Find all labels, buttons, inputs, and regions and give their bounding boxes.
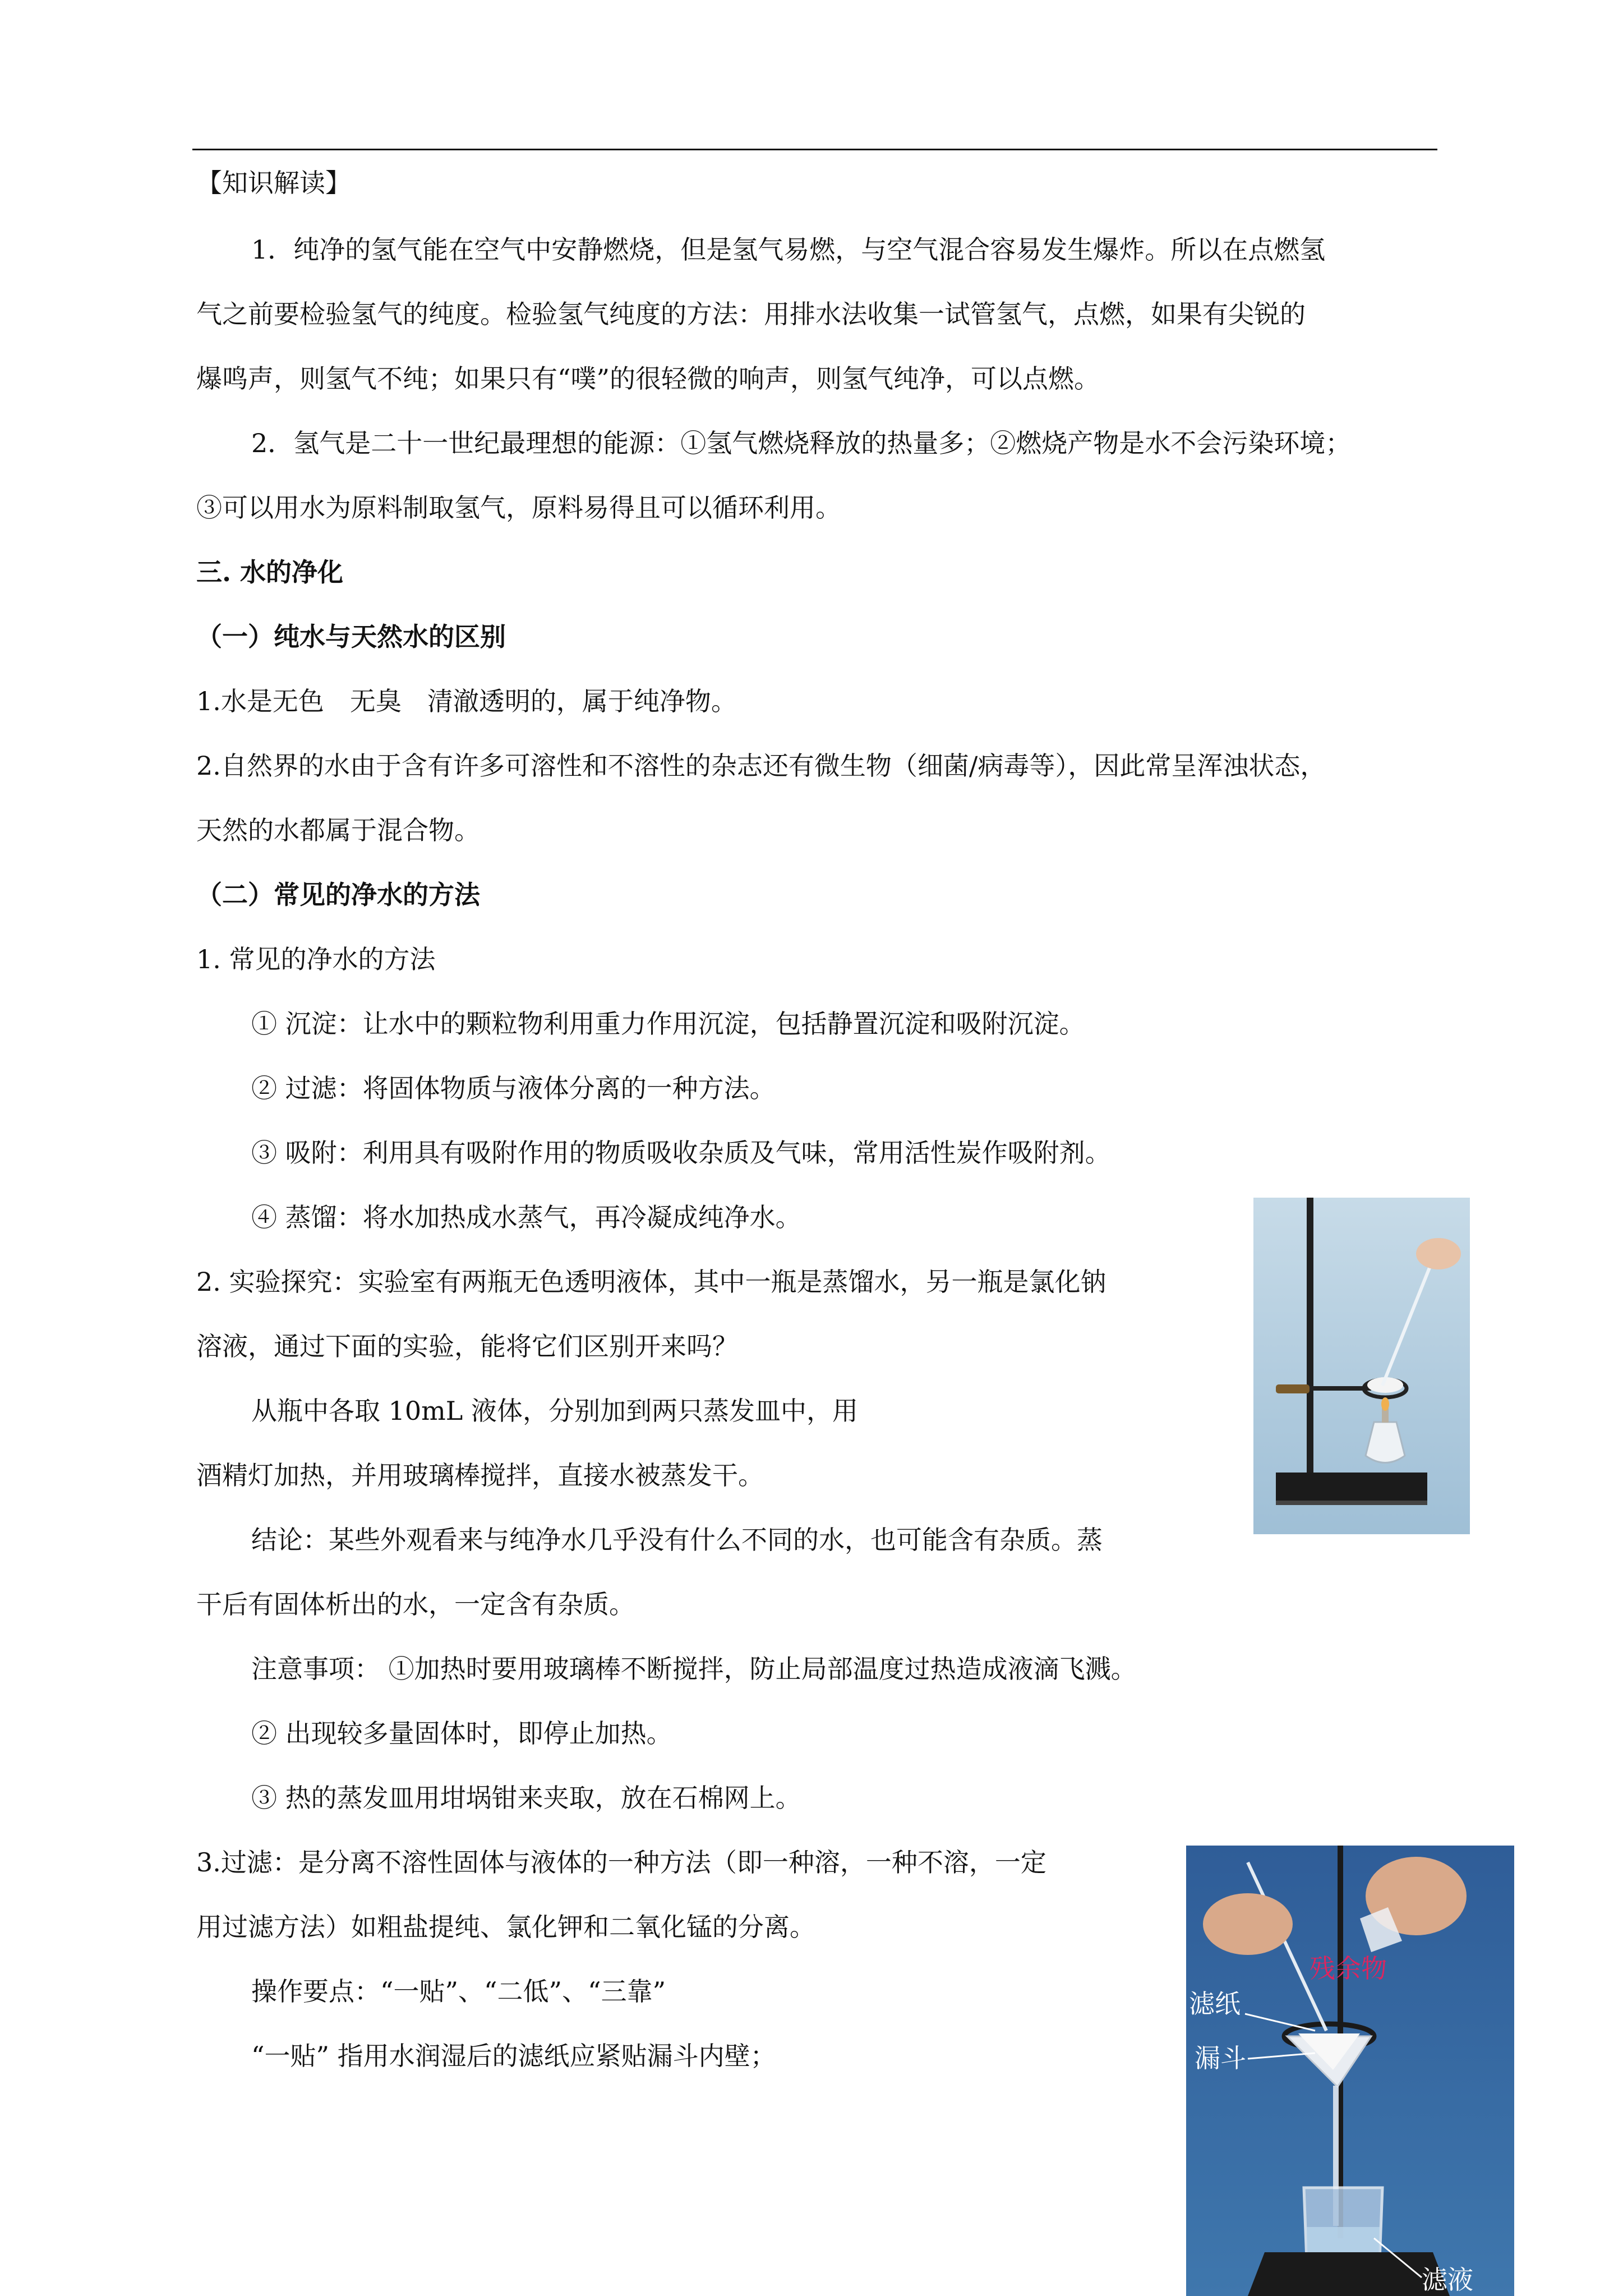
list-item: 天然的水都属于混合物。 xyxy=(196,815,480,845)
section-title: 三. 水的净化 xyxy=(196,557,344,587)
note-line: 注意事项： ①加热时要用玻璃棒不断搅拌，防止局部温度过热造成液滴飞溅。 xyxy=(251,1654,1137,1684)
paragraph-line: ③可以用水为原料制取氢气，原料易得且可以循环利用。 xyxy=(196,493,841,523)
method-item: ④ 蒸馏：将水加热成水蒸气，再冷凝成纯净水。 xyxy=(251,1202,801,1232)
filter-line: 3.过滤：是分离不溶性固体与液体的一种方法（即一种溶，一种不溶，一定 xyxy=(196,1847,1046,1878)
note-line: ② 出现较多量固体时，即停止加热。 xyxy=(251,1718,672,1749)
residue-label: 残余物 xyxy=(1310,1953,1387,1984)
paragraph-line: 1．纯净的氢气能在空气中安静燃烧，但是氢气易燃，与空气混合容易发生爆炸。所以在点燃氢 xyxy=(251,234,1326,265)
paragraph-line: 气之前要检验氢气的纯度。检验氢气纯度的方法：用排水法收集一试管氢气，点燃，如果有尖锐的 xyxy=(196,299,1306,329)
method-item: ② 过滤：将固体物质与液体分离的一种方法。 xyxy=(251,1073,776,1103)
knowledge-heading: 【知识解读】 xyxy=(196,168,351,198)
paragraph-line: 2．氢气是二十一世纪最理想的能源：①氢气燃烧释放的热量多；②燃烧产物是水不会污染环境； xyxy=(251,428,1352,458)
method-item: ① 沉淀：让水中的颗粒物利用重力作用沉淀，包括静置沉淀和吸附沉淀。 xyxy=(251,1009,1085,1039)
filtration-photo xyxy=(1186,1846,1514,2296)
funnel-label: 漏斗 xyxy=(1195,2043,1246,2073)
method-item: ③ 吸附：利用具有吸附作用的物质吸收杂质及气味，常用活性炭作吸附剂。 xyxy=(251,1138,1111,1168)
note-line: ③ 热的蒸发皿用坩埚钳来夹取，放在石棉网上。 xyxy=(251,1783,801,1813)
evaporation-photo xyxy=(1253,1198,1470,1534)
header-rule xyxy=(192,149,1437,150)
subsection-title: （二）常见的净水的方法 xyxy=(196,880,480,910)
filtrate-label: 滤液 xyxy=(1422,2265,1473,2295)
experiment-line: 从瓶中各取 10mL 液体，分别加到两只蒸发皿中，用 xyxy=(251,1396,858,1426)
filter-paper-label: 滤纸 xyxy=(1189,1989,1241,2019)
list-item: 2.自然界的水由于含有许多可溶性和不溶性的杂志还有微生物（细菌/病毒等），因此常呈浑浊状态， xyxy=(196,751,1326,781)
conclusion-line: 干后有固体析出的水，一定含有杂质。 xyxy=(196,1589,635,1619)
experiment-line: 溶液，通过下面的实验，能将它们区别开来吗？ xyxy=(196,1331,738,1361)
list-title: 1. 常见的净水的方法 xyxy=(196,944,436,974)
paragraph-line: 爆鸣声，则氢气不纯；如果只有“噗”的很轻微的响声，则氢气纯净，可以点燃。 xyxy=(196,364,1100,394)
filter-line: “一贴” 指用水润湿后的滤纸应紧贴漏斗内壁； xyxy=(251,2041,776,2071)
filter-line: 操作要点：“一贴”、“二低”、“三靠” xyxy=(251,1976,666,2007)
experiment-line: 2. 实验探究：实验室有两瓶无色透明液体，其中一瓶是蒸馏水，另一瓶是氯化钠 xyxy=(196,1267,1106,1297)
conclusion-line: 结论：某些外观看来与纯净水几乎没有什么不同的水，也可能含有杂质。蒸 xyxy=(251,1525,1103,1555)
list-item: 1.水是无色 无臭 清澈透明的，属于纯净物。 xyxy=(196,686,737,716)
filter-line: 用过滤方法）如粗盐提纯、氯化钾和二氧化锰的分离。 xyxy=(196,1912,815,1942)
experiment-line: 酒精灯加热，并用玻璃棒搅拌，直接水被蒸发干。 xyxy=(196,1460,764,1490)
subsection-title: （一）纯水与天然水的区别 xyxy=(196,622,506,652)
